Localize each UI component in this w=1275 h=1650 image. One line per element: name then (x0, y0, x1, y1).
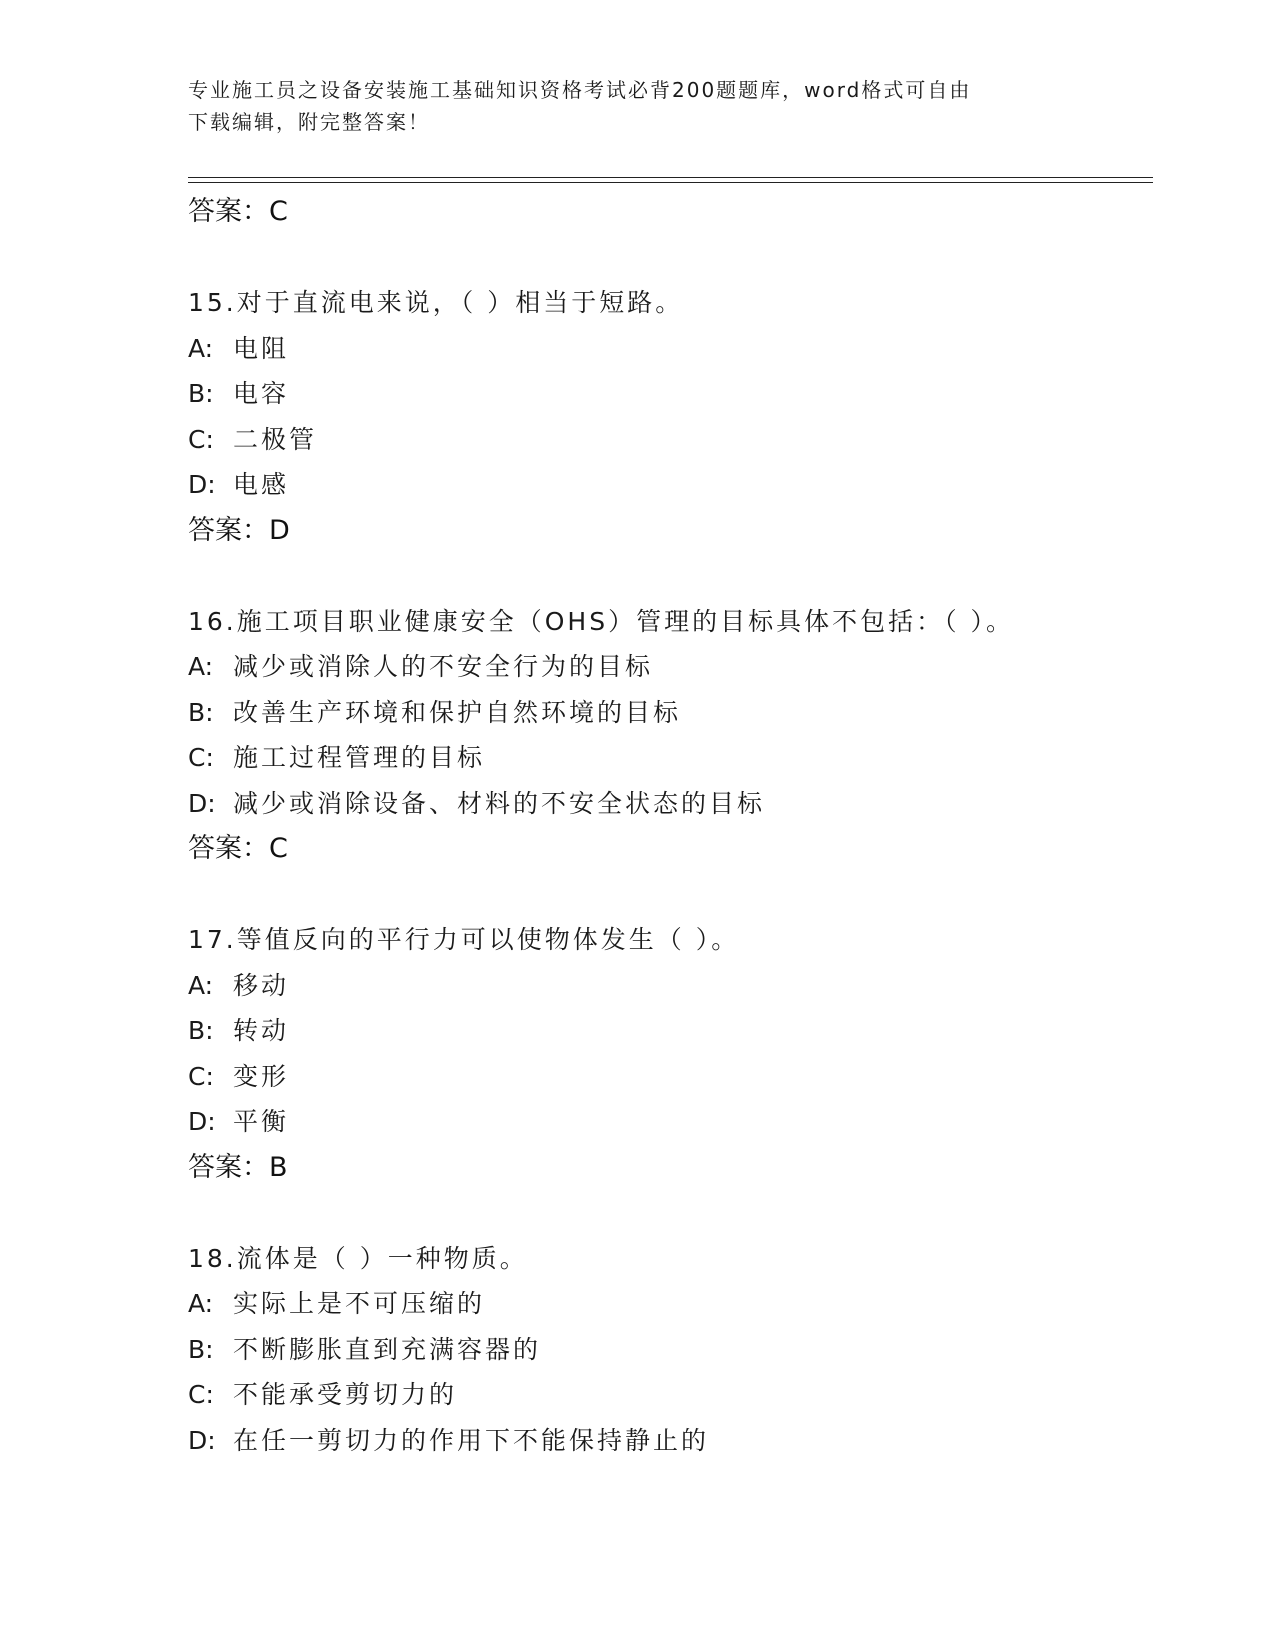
option-b (188, 1327, 1168, 1373)
option-key: C: (188, 424, 214, 454)
option-b (188, 1008, 1168, 1054)
option-key: A: (188, 1289, 214, 1318)
option-key: A: (188, 333, 214, 363)
question-stem: 15.对于直流电来说，（ ）相当于短路。 (188, 288, 684, 317)
option-d (188, 462, 1168, 508)
option-key: C: (188, 743, 214, 772)
option-key: B: (188, 697, 214, 727)
question-block-18 (188, 1236, 1168, 1464)
option-key: C: (188, 1380, 214, 1409)
answer-line: 答案：C (188, 196, 288, 227)
option-text: 电容 (233, 379, 290, 408)
question-spacer (188, 871, 1168, 917)
header-line-2: 下载编辑，附完整答案！ (188, 110, 430, 134)
option-key: A: (188, 970, 214, 1000)
question-list (188, 189, 1168, 1463)
option-key: B: (188, 379, 214, 408)
option-key: B: (188, 1016, 214, 1045)
option-key: D: (188, 788, 216, 818)
answer-line: 答案：D (188, 514, 290, 546)
question-block-15 (188, 280, 1168, 553)
option-key: D: (188, 1425, 216, 1455)
option-key: C: (188, 1061, 214, 1091)
option-c (188, 735, 1168, 781)
header-divider-bottom (188, 182, 1153, 183)
option-text: 不能承受剪切力的 (233, 1380, 458, 1409)
option-c (188, 1372, 1168, 1418)
option-b (188, 690, 1168, 736)
option-a (188, 963, 1168, 1009)
question-block-17 (188, 917, 1168, 1190)
option-a (188, 326, 1168, 372)
option-d (188, 1418, 1168, 1464)
question-stem: 16.施工项目职业健康安全（OHS）管理的目标具体不包括：（ ）。 (188, 606, 1015, 636)
option-c (188, 1054, 1168, 1100)
option-text: 电感 (233, 470, 290, 499)
answer-line: 答案：B (188, 1151, 288, 1183)
header-divider-top (188, 177, 1153, 178)
option-text: 移动 (233, 970, 290, 1000)
option-text: 变形 (233, 1061, 290, 1091)
question-spacer (188, 1190, 1168, 1236)
question-spacer (188, 234, 1168, 280)
option-text: 施工过程管理的目标 (233, 743, 486, 772)
option-c (188, 417, 1168, 463)
option-key: A: (188, 652, 214, 681)
option-text: 在任一剪切力的作用下不能保持静止的 (233, 1425, 710, 1455)
option-key: D: (188, 470, 216, 499)
option-b (188, 371, 1168, 417)
option-text: 转动 (233, 1016, 290, 1045)
question-stem: 17.等值反向的平行力可以使物体发生（ ）。 (188, 925, 740, 954)
header-line-1: 专业施工员之设备安装施工基础知识资格考试必背200题题库，word格式可自由 (188, 78, 972, 102)
option-text: 减少或消除设备、材料的不安全状态的目标 (233, 788, 766, 818)
option-text: 减少或消除人的不安全行为的目标 (233, 652, 654, 681)
document-header (188, 74, 1088, 138)
option-text: 电阻 (233, 333, 290, 363)
option-text: 不断膨胀直到充满容器的 (233, 1334, 542, 1364)
option-text: 二极管 (233, 424, 318, 454)
option-d (188, 781, 1168, 827)
option-d (188, 1099, 1168, 1145)
option-text: 改善生产环境和保护自然环境的目标 (233, 697, 682, 727)
option-a (188, 644, 1168, 690)
question-spacer (188, 553, 1168, 599)
option-a (188, 1281, 1168, 1327)
question-block-16 (188, 599, 1168, 872)
option-text: 实际上是不可压缩的 (233, 1289, 486, 1318)
option-text: 平衡 (233, 1107, 290, 1136)
option-key: D: (188, 1107, 216, 1136)
question-stem: 18.流体是（ ）一种物质。 (188, 1243, 528, 1273)
option-key: B: (188, 1334, 214, 1364)
answer-line: 答案：C (188, 833, 288, 864)
